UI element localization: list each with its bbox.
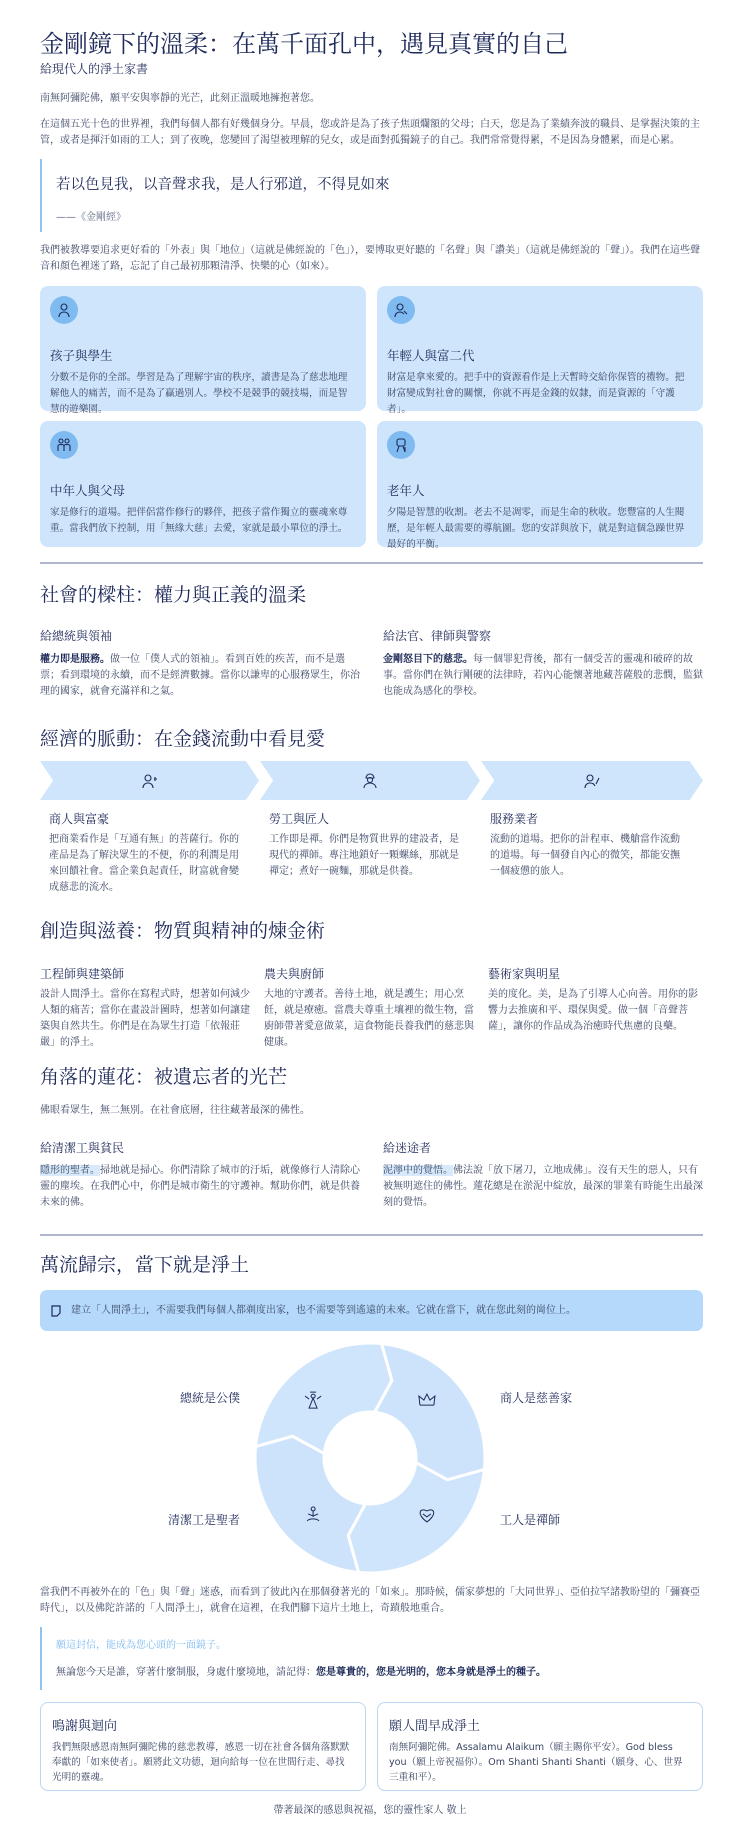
card-body: 我們無限感恩南無阿彌陀佛的慈悲教導，感恩一切在社會各個角落默默奉獻的「如來使者」。願將此文功德，迴向給每一位在世間行走、尋找光明的靈魂。 bbox=[52, 1742, 350, 1783]
cycle-segment bbox=[375, 1344, 485, 1480]
divider bbox=[40, 1234, 703, 1236]
signature: 帶著最深的感恩與祝福，您的靈性家人 敬上 bbox=[273, 1805, 467, 1816]
cycle-diagram bbox=[250, 1338, 490, 1578]
intro-paragraph: 在這個五光十色的世界裡，我們每個人都有好幾個身分。早晨，您或許是為了孩子焦頭爛額的父母；白天，您是為了業績奔波的職員、是掌握決策的主管，或者是揮汗如雨的工人；到了夜晚，您變回了渴望被理解的兒女，或是面對孤獨鏡子的自己。我們常常覺得累，不是因為身體累，而是心累。 bbox=[40, 119, 700, 146]
card-acknowledgement bbox=[40, 1702, 366, 1791]
worker-icon bbox=[362, 773, 378, 789]
section-title-pillars: 社會的樑柱：權力與正義的溫柔 bbox=[40, 584, 307, 606]
businessman-icon bbox=[142, 773, 158, 789]
form-sound-paragraph: 我們被教導要追求更好看的「外表」與「地位」（這就是佛經說的「色」），要博取更好聽的「名聲」與「讚美」（這就是佛經說的「聲」）。我們在這些聲音和顏色裡迷了路，忘記了自己最初那顆清淨、快樂的心（如來）。 bbox=[40, 245, 700, 272]
card-blessing bbox=[377, 1702, 703, 1791]
card-body: 夕陽是智慧的收割。老去不是凋零，而是生命的秋收。您豐富的人生閱歷，是年輕人最需要的導航圖。您的安詳與放下，就是對這個急躁世界最好的平衡。 bbox=[387, 507, 685, 550]
subheading: 給總統與領袖 bbox=[40, 629, 113, 643]
card-children bbox=[40, 286, 366, 415]
young-person-icon bbox=[387, 296, 415, 324]
scripture-quote bbox=[40, 159, 703, 232]
remember-text bbox=[56, 1665, 703, 1681]
cycle-segment bbox=[348, 1463, 484, 1573]
card-title: 中年人與父母 bbox=[50, 483, 126, 498]
cycle-label: 商人是慈善家 bbox=[500, 1391, 573, 1405]
pillar-text bbox=[383, 652, 703, 700]
callout-text: 建立「人間淨土」，不需要我們每個人都剃度出家，也不需要等到遙遠的未來。它就在當下，就在您此刻的崗位上。 bbox=[71, 1304, 576, 1316]
chevron-step bbox=[260, 761, 480, 800]
cycle-segment bbox=[256, 1343, 392, 1453]
subheading: 藝術家與明星 bbox=[488, 967, 561, 981]
card-body: 南無阿彌陀佛。Assalamu Alaikum（願主賜你平安）。God bless you（願上帝祝福你）。Om Shanti Shanti Shanti（願身、心、世界三重和平）。 bbox=[389, 1742, 683, 1783]
callout bbox=[40, 1290, 703, 1331]
wish-text: 願這封信，能成為您心頭的一面鏡子。 bbox=[56, 1640, 226, 1651]
card-title: 鳴謝與迴向 bbox=[52, 1719, 118, 1734]
chevron-step bbox=[481, 761, 703, 800]
section-title-unity: 萬流歸宗，當下就是淨土 bbox=[40, 1254, 250, 1276]
greeting: 南無阿彌陀佛，願平安與寧靜的光芒，此刻正溫暖地擁抱著您。 bbox=[40, 93, 320, 104]
subheading: 農夫與廚師 bbox=[264, 967, 325, 981]
lead: 權力即是服務。 bbox=[40, 654, 110, 665]
closing-quote bbox=[40, 1627, 703, 1690]
lead: 金剛怒目下的慈悲。 bbox=[383, 654, 473, 665]
note-icon bbox=[51, 1305, 61, 1317]
step-title: 商人與富豪 bbox=[49, 812, 110, 826]
step-body: 把商業看作是「互通有無」的菩薩行。你的產品是為了解決眾生的不便，你的利潤是用來回饋社會。當企業負起責任，財富就會變成慈悲的流水。 bbox=[49, 834, 239, 893]
quote-citation: ——《金剛經》 bbox=[56, 212, 126, 223]
body: 做一位「僕人式的領袖」。看到百姓的疾苦，而不是選票；看到環境的永續，而不是經濟數據。當你以謙卑的心服務眾生，你治理的國家，就會充滿祥和之氣。 bbox=[40, 654, 360, 697]
cycle-segment bbox=[255, 1436, 365, 1572]
family-icon bbox=[50, 431, 78, 459]
card-young bbox=[377, 286, 703, 415]
section-title-economy: 經濟的脈動：在金錢流動中看見愛 bbox=[40, 728, 326, 750]
subheading: 給法官、律師與警察 bbox=[383, 629, 492, 643]
lotus-text bbox=[40, 1163, 360, 1211]
remember-bold: 您是尊貴的，您是光明的，您本身就是淨土的種子。 bbox=[316, 1667, 546, 1678]
cycle-label: 清潔工是聖者 bbox=[167, 1513, 240, 1527]
service-icon bbox=[584, 773, 600, 789]
cycle-label: 工人是禪師 bbox=[500, 1513, 561, 1527]
card-body: 分數不是你的全部。學習是為了理解宇宙的秩序，讀書是為了慈悲地理解他人的痛苦，而不是為了贏過別人。學校不是競爭的競技場，而是智慧的遊樂園。 bbox=[50, 372, 348, 415]
body: 掃地就是掃心。你們清除了城市的汙垢，就像修行人清除心靈的塵埃。在我們心中，你們是城市衛生的守護神。幫助你們，就是供養未來的佛。 bbox=[40, 1165, 360, 1208]
highlight: 泥濘中的覺悟。 bbox=[383, 1165, 453, 1176]
remember-lead: 無論您今天是誰，穿著什麼制服，身處什麼境地，請記得： bbox=[56, 1667, 316, 1678]
column-body: 美的度化。美，是為了引導人心向善。用你的影響力去推廣和平、環保與愛。做一個「音聲菩薩」，讓你的作品成為治癒時代焦慮的良藥。 bbox=[488, 989, 698, 1032]
column-body: 設計人間淨土。當你在寫程式時，想著如何減少人類的痛苦；當你在畫設計圖時，想著如何讓建築與自然共生。你們是在為眾生打造「依報莊嚴」的淨土。 bbox=[40, 989, 250, 1048]
quote-text: 若以色見我，以音聲求我，是人行邪道，不得見如來 bbox=[56, 177, 390, 193]
highlight: 隱形的聖者。 bbox=[40, 1165, 100, 1176]
card-elderly bbox=[377, 421, 703, 550]
body: 每一個罪犯背後，都有一個受苦的靈魂和破碎的故事。當你們在執行剛硬的法律時，若內心能懷著地藏菩薩般的悲憫，監獄也能成為感化的學校。 bbox=[383, 654, 703, 697]
section-title-creation: 創造與滋養：物質與精神的煉金術 bbox=[40, 920, 326, 942]
card-body: 家是修行的道場。把伴侶當作修行的夥伴，把孩子當作獨立的靈魂來尊重。當我們放下控制，用「無緣大慈」去愛，家就是最小單位的淨土。 bbox=[50, 507, 348, 534]
lotus-text bbox=[383, 1163, 703, 1211]
cycle-label: 總統是公僕 bbox=[179, 1391, 240, 1405]
unity-paragraph: 當我們不再被外在的「色」與「聲」迷惑，而看到了彼此內在那個發著光的「如來」。那時候，儒家夢想的「大同世界」、亞伯拉罕諸教盼望的「彌賽亞時代」，以及佛陀許諾的「人間淨土」，就會在這裡，在我們腳下這片土地上，奇蹟般地重合。 bbox=[40, 1587, 700, 1614]
elder-icon bbox=[387, 431, 415, 459]
subheading: 工程師與建築師 bbox=[40, 967, 125, 981]
subheading: 給迷途者 bbox=[383, 1141, 432, 1155]
pillar-text bbox=[40, 652, 360, 700]
step-body: 工作即是禪。你們是物質世界的建設者，是現代的禪師。專注地鎖好一顆螺絲，那就是禪定；煮好一碗麵，那就是供養。 bbox=[269, 834, 459, 877]
card-body: 財富是拿來愛的。把手中的資源看作是上天暫時交給你保管的禮物。把財富變成對社會的關懷，你就不再是金錢的奴隸，而是資源的「守護者」。 bbox=[387, 372, 685, 415]
page-subtitle: 給現代人的淨土家書 bbox=[40, 62, 149, 76]
page-title: 金剛鏡下的溫柔：在萬千面孔中，遇見真實的自己 bbox=[40, 30, 568, 58]
divider bbox=[40, 562, 703, 564]
column-body: 大地的守護者。善待土地，就是護生；用心烹飪，就是療癒。當農夫尊重土壤裡的微生物，當廚師帶著愛意做菜，這食物能長養我們的慈悲與健康。 bbox=[264, 989, 474, 1048]
section-intro: 佛眼看眾生，無二無別。在社會底層，往往藏著最深的佛性。 bbox=[40, 1105, 310, 1116]
step-body: 流動的道場。把你的計程車、機艙當作流動的道場。每一個發自內心的微笑，都能安撫一個疲憊的旅人。 bbox=[490, 834, 680, 877]
step-title: 服務業者 bbox=[490, 812, 539, 826]
card-title: 孩子與學生 bbox=[50, 348, 113, 363]
card-parents bbox=[40, 421, 366, 547]
card-title: 老年人 bbox=[387, 483, 425, 498]
step-title: 勞工與匠人 bbox=[269, 812, 330, 826]
section-title-lotus: 角落的蓮花：被遺忘者的光芒 bbox=[40, 1066, 288, 1088]
subheading: 給清潔工與貧民 bbox=[40, 1141, 125, 1155]
child-icon bbox=[50, 296, 78, 324]
card-title: 年輕人與富二代 bbox=[387, 348, 475, 363]
chevron-step bbox=[40, 761, 259, 800]
card-title: 願人間早成淨土 bbox=[389, 1719, 481, 1734]
body: 佛法說「放下屠刀，立地成佛」。沒有天生的惡人，只有被無明遮住的佛性。蓮花總是在淤泥中綻放，最深的罪業有時能生出最深刻的覺悟。 bbox=[383, 1165, 703, 1208]
